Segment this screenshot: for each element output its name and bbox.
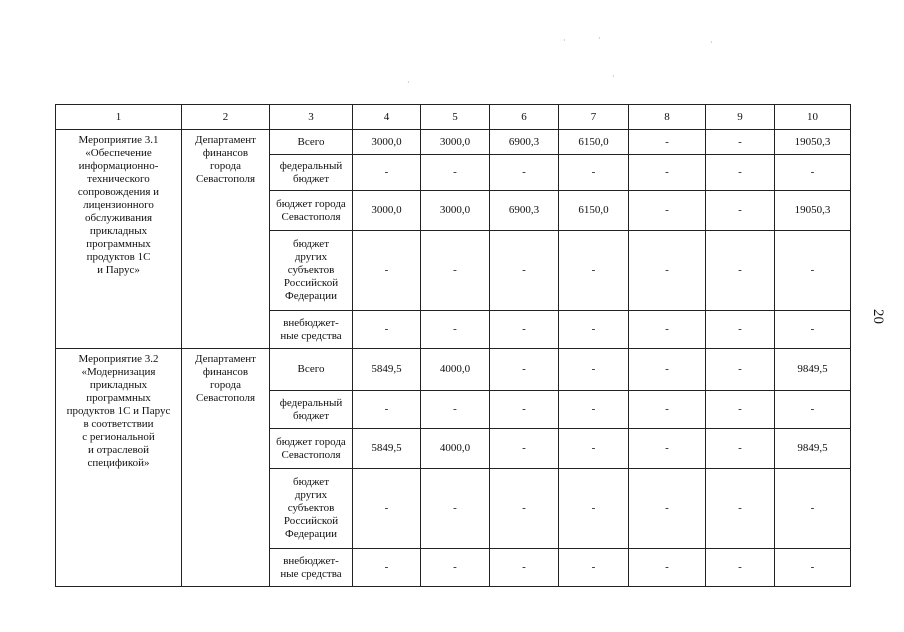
value-cell: - [706,429,775,469]
value-cell: - [559,155,629,191]
funding-source: Всего [270,349,353,391]
scan-speck: · [612,72,615,81]
funding-source: внебюджет- ные средства [270,549,353,587]
value-cell: - [629,549,706,587]
funding-source: внебюджет- ные средства [270,311,353,349]
value-cell: - [775,391,851,429]
funding-source: федеральный бюджет [270,155,353,191]
activity-name: Мероприятие 3.2 «Модернизация прикладных программных продуктов 1С и Парус в соответствии с региональной и отраслевой спецификой» [56,349,182,587]
responsible-department: Департамент финансов города Севастополя [182,130,270,349]
value-cell: 6900,3 [490,191,559,231]
value-cell: 9849,5 [775,429,851,469]
table-row [56,349,851,391]
value-cell: - [706,391,775,429]
value-cell: - [421,549,490,587]
value-cell: 9849,5 [775,349,851,391]
budget-table [55,104,851,587]
value-cell: - [629,391,706,429]
value-cell: - [706,469,775,549]
value-cell: - [421,231,490,311]
value-cell: 5849,5 [353,349,421,391]
value-cell: - [629,130,706,155]
column-number-7: 7 [559,105,629,130]
value-cell: - [706,231,775,311]
column-number-1: 1 [56,105,182,130]
scan-speck: · [710,38,713,47]
activity-name: Мероприятие 3.1 «Обеспечение информационно- технического сопровождения и лицензионного обслуживания прикладных программных продуктов 1С и Парус» [56,130,182,349]
value-cell: - [559,429,629,469]
value-cell: - [706,191,775,231]
value-cell: 6150,0 [559,191,629,231]
value-cell: - [775,311,851,349]
value-cell: - [775,155,851,191]
value-cell: - [490,311,559,349]
value-cell: - [353,231,421,311]
value-cell: 4000,0 [421,349,490,391]
value-cell: - [421,469,490,549]
funding-source: Всего [270,130,353,155]
header-row [56,105,851,130]
value-cell: - [490,429,559,469]
value-cell: - [490,391,559,429]
value-cell: - [559,349,629,391]
responsible-department: Департамент финансов города Севастополя [182,349,270,587]
value-cell: - [706,155,775,191]
table-row [56,130,851,155]
value-cell: - [353,549,421,587]
value-cell: 19050,3 [775,191,851,231]
value-cell: - [421,391,490,429]
value-cell: - [629,231,706,311]
value-cell: - [559,549,629,587]
value-cell: 6900,3 [490,130,559,155]
scan-speck: · [407,78,410,87]
value-cell: - [629,349,706,391]
funding-source: бюджет других субъектов Российской Федерации [270,231,353,311]
value-cell: - [775,469,851,549]
value-cell: - [490,469,559,549]
value-cell: - [353,469,421,549]
value-cell: - [706,549,775,587]
column-number-8: 8 [629,105,706,130]
value-cell: - [775,549,851,587]
value-cell: - [353,155,421,191]
funding-source: бюджет города Севастополя [270,429,353,469]
value-cell: - [353,311,421,349]
value-cell: 3000,0 [353,191,421,231]
value-cell: - [629,155,706,191]
page-number: 20 [870,309,886,324]
value-cell: - [775,231,851,311]
value-cell: - [559,311,629,349]
value-cell: 3000,0 [421,191,490,231]
value-cell: - [629,191,706,231]
value-cell: - [559,391,629,429]
value-cell: 19050,3 [775,130,851,155]
value-cell: - [706,311,775,349]
value-cell: - [490,231,559,311]
scan-speck: · [563,36,566,45]
value-cell: - [559,469,629,549]
value-cell: 4000,0 [421,429,490,469]
value-cell: 3000,0 [353,130,421,155]
value-cell: - [421,311,490,349]
value-cell: - [629,469,706,549]
value-cell: - [559,231,629,311]
funding-source: бюджет города Севастополя [270,191,353,231]
column-number-2: 2 [182,105,270,130]
column-number-5: 5 [421,105,490,130]
value-cell: - [490,155,559,191]
value-cell: - [706,349,775,391]
column-number-10: 10 [775,105,851,130]
value-cell: 3000,0 [421,130,490,155]
value-cell: - [490,549,559,587]
scan-speck: · [598,34,601,43]
column-number-3: 3 [270,105,353,130]
value-cell: - [629,311,706,349]
value-cell: - [353,391,421,429]
funding-source: бюджет других субъектов Российской Федерации [270,469,353,549]
column-number-4: 4 [353,105,421,130]
value-cell: 6150,0 [559,130,629,155]
value-cell: - [629,429,706,469]
value-cell: 5849,5 [353,429,421,469]
value-cell: - [421,155,490,191]
column-number-9: 9 [706,105,775,130]
funding-source: федеральный бюджет [270,391,353,429]
value-cell: - [490,349,559,391]
column-number-6: 6 [490,105,559,130]
value-cell: - [706,130,775,155]
